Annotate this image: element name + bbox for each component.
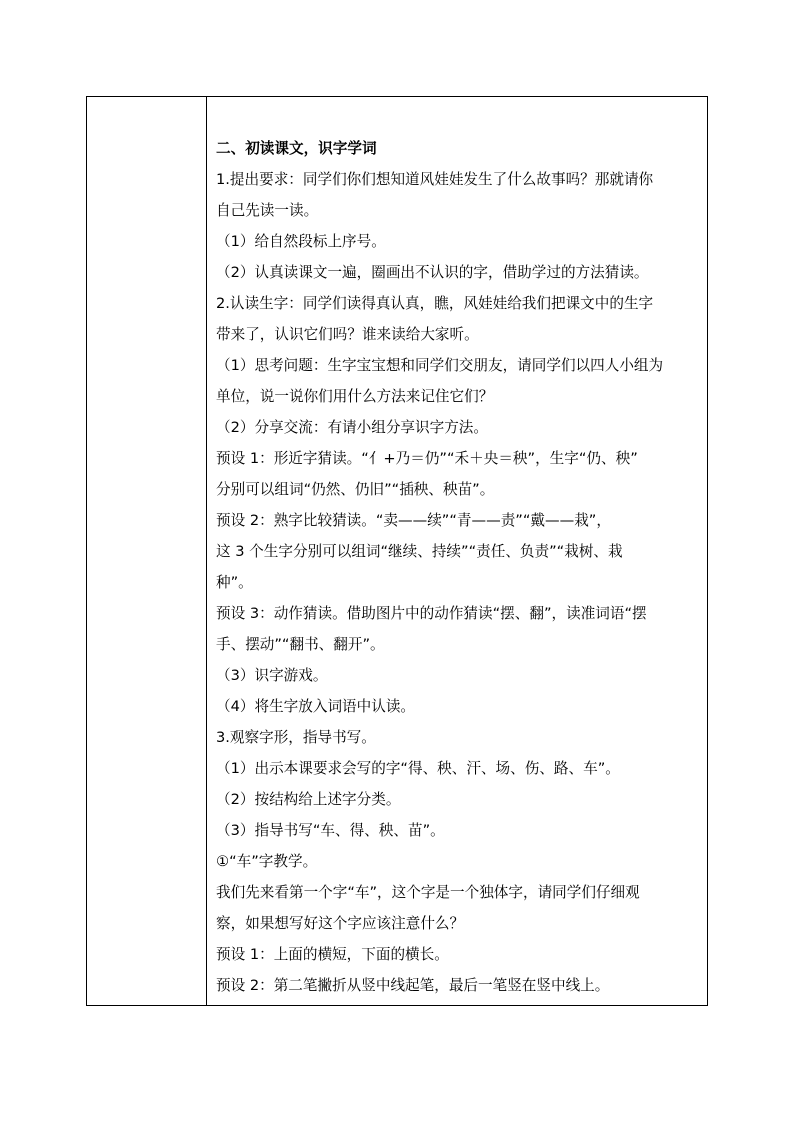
text-line: （4）将生字放入词语中认读。 [216, 698, 416, 715]
section-heading: 二、初读课文，识字学词 [216, 140, 377, 157]
text-line: 手、摆动”“翻书、翻开”。 [216, 636, 385, 653]
text-line: 自己先读一读。 [216, 202, 319, 219]
text-line: 预设 3：动作猜读。借助图片中的动作猜读“摆、翻”，读准词语“摆 [216, 605, 647, 622]
text-line: 预设 2：熟字比较猜读。“卖——续”“青——责”“戴——栽”， [216, 512, 611, 529]
text-line: （2）分享交流：有请小组分享识字方法。 [216, 419, 488, 436]
text-line: （1）思考问题：生字宝宝想和同学们交朋友，请同学们以四人小组为 [216, 357, 664, 374]
text-line: （2）按结构给上述字分类。 [216, 791, 401, 808]
text-line: ①“车”字教学。 [216, 853, 318, 870]
text-line: 1.提出要求：同学们你们想知道风娃娃发生了什么故事吗？那就请你 [216, 171, 654, 188]
text-line: 3.观察字形，指导书写。 [216, 729, 376, 746]
text-line: 2.认读生字：同学们读得真认真，瞧，风娃娃给我们把课文中的生字 [216, 295, 654, 312]
text-line: 这 3 个生字分别可以组词“继续、持续”“责任、负责”“栽树、栽 [216, 543, 623, 560]
left-column-cell [87, 97, 207, 1005]
text-line: （3）指导书写“车、得、秧、苗”。 [216, 822, 445, 839]
text-line: （1）给自然段标上序号。 [216, 233, 386, 250]
text-line: 带来了，认识它们吗？谁来读给大家听。 [216, 326, 479, 343]
text-line: （3）识字游戏。 [216, 667, 328, 684]
text-line: 预设 1：上面的横短，下面的横长。 [216, 946, 449, 963]
text-line: 分别可以组词“仍然、仍旧”“插秧、秧苗”。 [216, 481, 495, 498]
text-line: 种”。 [216, 574, 253, 591]
text-line: （1）出示本课要求会写的字“得、秧、汗、场、伤、路、车”。 [216, 760, 620, 777]
text-line: 预设 2：第二笔撇折从竖中线起笔，最后一笔竖在竖中线上。 [216, 977, 610, 994]
text-line: （2）认真读课文一遍，圈画出不认识的字，借助学过的方法猜读。 [216, 264, 649, 281]
text-line: 单位，说一说你们用什么方法来记住它们？ [216, 388, 494, 405]
text-line: 预设 1：形近字猜读。“亻+乃＝仍”“禾＋央＝秧”，生字“仍、秧” [216, 450, 638, 467]
text-line: 我们先来看第一个字“车”，这个字是一个独体字，请同学们仔细观 [216, 884, 640, 901]
content-cell [207, 97, 707, 1005]
text-line: 察，如果想写好这个字应该注意什么？ [216, 915, 465, 932]
lesson-plan-table [86, 96, 708, 1006]
